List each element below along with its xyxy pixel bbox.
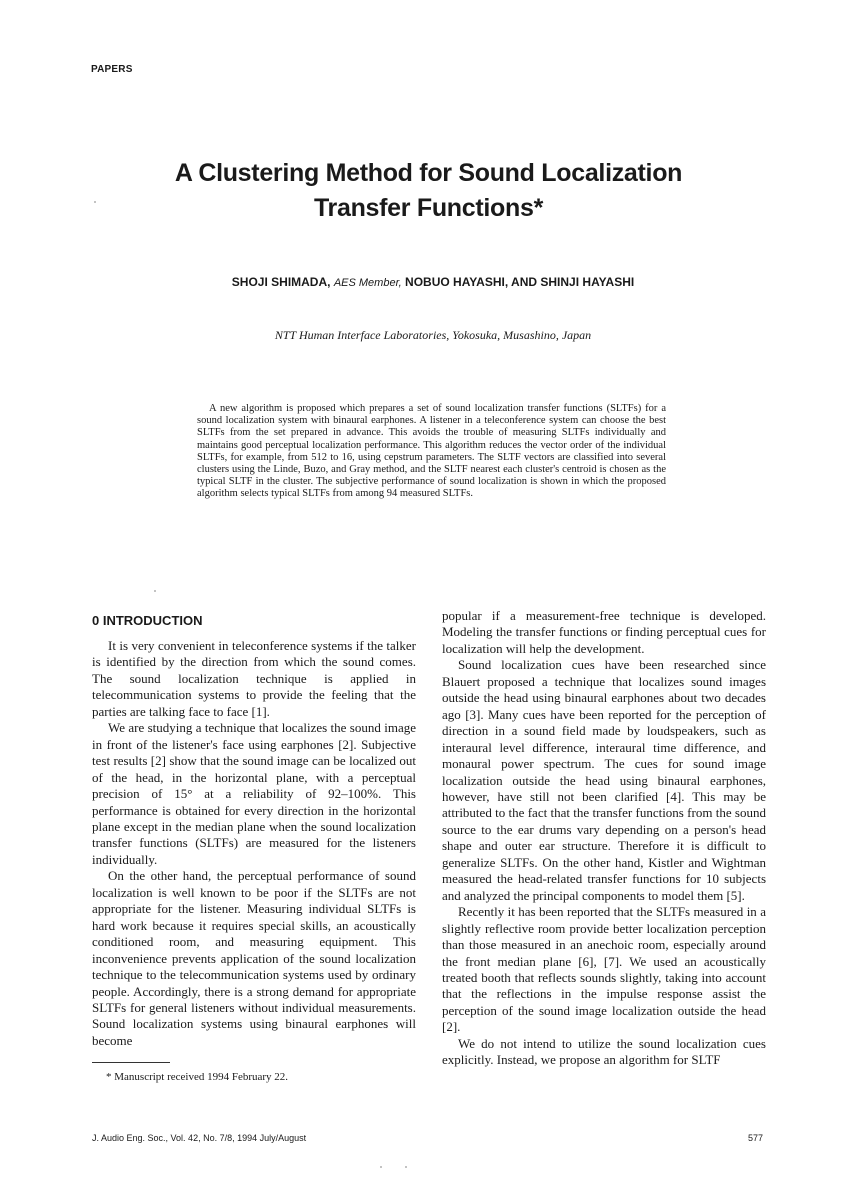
scan-speck (380, 1166, 382, 1168)
author-rest: NOBUO HAYASHI, AND SHINJI HAYASHI (405, 275, 635, 289)
section-tag: PAPERS (91, 64, 133, 75)
paragraph: Sound localization cues have been researched since Blauert proposed a technique that localizes sound images outside the head using binaural earphones about two decades ago [3]. Many cues have been reported for the perception of direction in a sound field made by loudspeakers, such as interaural level difference, interaural time difference, and monaural power spectrum. The cues for sound image localization outside the head using binaural earphones, however, have still not been clarified [4]. This may be attributed to the fact that the transfer functions from the sound source to the ear drums vary depending on a person's head shape and outer ear structure. Therefore it is difficult to generalize SLTFs. On the other hand, Kistler and Wightman measured the head-related transfer functions for 10 subjects and analyzed the principal components to model them [5]. (442, 657, 766, 903)
paragraph: Recently it has been reported that the SLTFs measured in a slightly reflective room provide better localization perception than those measured in an anechoic room, especially around the front median plane [6], [7]. We used an acoustically treated booth that reflects sounds slightly, taking into account that the reflections in the impulse response assist the perception of the sound image localization outside the head [2]. (442, 904, 766, 1035)
left-column (92, 638, 416, 1049)
paper-title (0, 156, 857, 226)
author-membership: AES Member, (333, 277, 402, 289)
paragraph: We are studying a technique that localizes the sound image in front of the listener's face using earphones [2]. Subjective test results [2] show that the sound image can be localized out of the head, in the horizontal plane, with a perceptual precision of 15° at a reliability of 92–100%. This performance is obtained for every direction in the horizontal plane except in the median plane when the sound localization transfer functions (SLTFs) are measured for the listeners individually. (92, 720, 416, 867)
scan-speck (405, 1166, 407, 1168)
footnote: * Manuscript received 1994 February 22. (106, 1071, 289, 1083)
abstract: A new algorithm is proposed which prepares a set of sound localization transfer functions (SLTFs) for a sound localization system with binaural earphones. A listener in a teleconference system can choose the best SLTFs from the set prepared in advance. This avoids the trouble of measuring SLTFs individually and maintains good perceptual localization performance. This algorithm reduces the vector order of the individual SLTFs, for example, from 512 to 16, using cepstrum parameters. The SLTF vectors are classified into several clusters using the Linde, Buzo, and Gray method, and the SLTF nearest each cluster's centroid is chosen as the typical SLTF in the cluster. The subjective performance of sound localization is shown in which the proposed algorithm selects typical SLTFs from among 94 measured SLTFs. (197, 403, 666, 500)
scan-speck (94, 201, 96, 203)
author-first: SHOJI SHIMADA, (231, 275, 331, 289)
authors (0, 275, 857, 289)
section-heading-introduction: 0 INTRODUCTION (92, 613, 203, 628)
paragraph: We do not intend to utilize the sound localization cues explicitly. Instead, we propose an algorithm for SLTF (442, 1035, 766, 1068)
scan-speck (154, 590, 156, 592)
paragraph-continuation: popular if a measurement-free technique is developed. Modeling the transfer functions or finding perceptual cues for localization will help the development. (442, 608, 766, 656)
footnote-rule (92, 1062, 170, 1063)
paragraph: On the other hand, the perceptual performance of sound localization is well known to be poor if the SLTFs are not appropriate for the listener. Measuring individual SLTFs is hard work because it requires special skills, an acoustically conditioned room, and measuring equipment. This inconvenience prevents application of the sound localization technique to the telecommunication systems used by ordinary people. Accordingly, there is a strong demand for appropriate SLTFs for general listeners without individual measurements. Sound localization systems using binaural earphones will become (92, 868, 416, 1048)
footer-citation: J. Audio Eng. Soc., Vol. 42, No. 7/8, 1994 July/August (92, 1133, 307, 1143)
paragraph: It is very convenient in teleconference systems if the talker is identified by the direction from which the sound comes. The sound localization technique is applied in telecommunication systems to provide the feeling that the parties are talking face to face [1]. (92, 638, 416, 719)
title-line-1: A Clustering Method for Sound Localization (174, 159, 683, 187)
title-line-2: Transfer Functions* (313, 194, 544, 222)
affiliation: NTT Human Interface Laboratories, Yokosuka, Musashino, Japan (274, 328, 592, 342)
page-number: 577 (748, 1133, 764, 1143)
right-column (442, 608, 766, 1069)
